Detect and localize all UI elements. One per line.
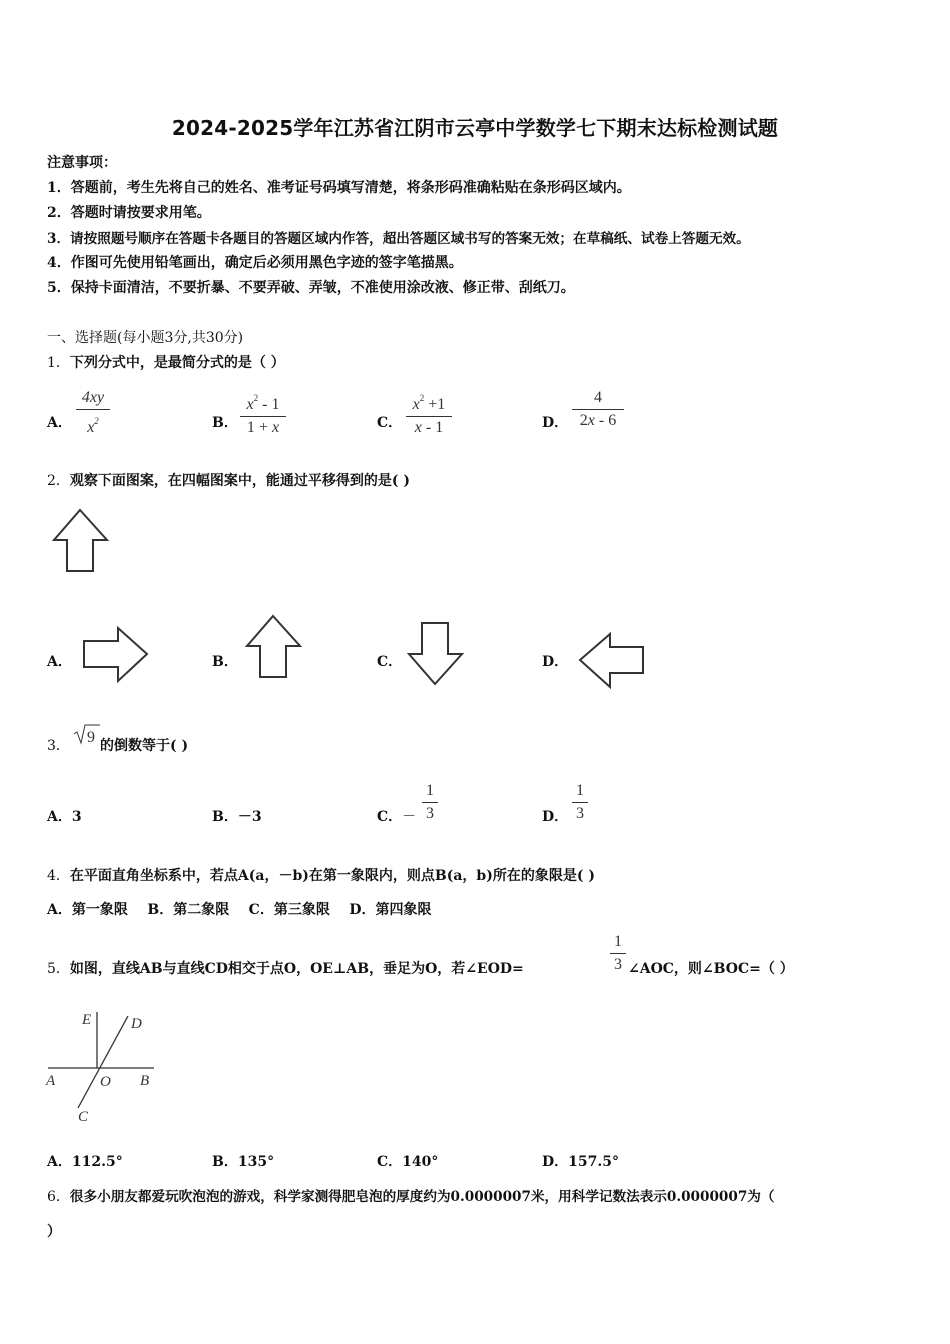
option-b [212, 806, 262, 826]
note-item: 2．答题时请按要求用笔。 [47, 205, 211, 221]
option-label: A． [47, 1154, 72, 1170]
question-2 [47, 470, 410, 490]
question-text: 如图，直线AB与直线CD相交于点O，OE⊥AB，垂足为O，若∠EOD= [69, 961, 524, 977]
option-c-fraction: 1 3 [422, 781, 438, 824]
option-label: D． [542, 1154, 569, 1170]
option-d [542, 1151, 619, 1171]
option-b-fraction: $x^2 - 1$ 1 + x [240, 388, 286, 438]
option-label: B． [212, 1154, 238, 1170]
question-text: 很多小朋友都爱玩吹泡泡的游戏，科学家测得肥皂泡的厚度约为0.0000007米，用科学记数法表示0.0000007为（ [69, 1189, 775, 1205]
question-number: 2． [47, 473, 70, 489]
question-1 [47, 352, 285, 372]
question-5 [47, 958, 524, 978]
label-b: B [140, 1073, 150, 1089]
question-4-options: A．第一象限 B．第二象限 C．第三象限 D．第四象限 [47, 902, 432, 918]
option-d [542, 806, 568, 826]
page-title: 2024-2025学年江苏省江阴市云亭中学数学七下期末达标检测试题 [171, 116, 779, 140]
option-value: 135° [237, 1154, 275, 1170]
option-label: A． [47, 809, 72, 825]
question-number: 1． [47, 355, 70, 371]
arrow-up-icon [52, 508, 110, 574]
note-item: 5．保持卡面清洁，不要折暴、不要弄破、弄皱，不准使用涂改液、修正带、刮纸刀。 [47, 280, 575, 296]
option-value: 112.5° [71, 1154, 123, 1170]
note-item: 1．答题前，考生先将自己的姓名、准考证号码填写清楚，将条形码准确粘贴在条形码区域内。 [47, 180, 631, 196]
option-label: D． [542, 809, 569, 825]
label-o: O [100, 1074, 111, 1090]
option-value: 157.5° [568, 1154, 619, 1170]
option-a-label: A． [47, 415, 72, 431]
arrow-left-icon [578, 632, 646, 690]
notes-heading: 注意事项： [47, 155, 117, 171]
question-text: 下列分式中，是最简分式的是（ ） [69, 355, 285, 371]
option-a [47, 1151, 123, 1171]
option-a-fraction: 4xy $x^2$ [76, 388, 110, 438]
option-label: B． [212, 809, 238, 825]
note-item: 3．请按照题号顺序在答题卡各题目的答题区域内作答，超出答题区域书写的答案无效；在草稿纸、试卷上答题无效。 [47, 231, 750, 247]
label-e: E [82, 1012, 92, 1028]
option-c [377, 1151, 438, 1171]
option-a-label: A． [47, 654, 72, 670]
option-b-label: B． [212, 654, 238, 670]
radicand: 9 [87, 729, 95, 746]
option-b-label: B． [212, 415, 238, 431]
angle-fraction: 1 3 [610, 932, 626, 975]
option-d-label: D． [542, 654, 569, 670]
arrow-up-icon [245, 614, 303, 680]
option-d-fraction: 1 3 [572, 781, 588, 824]
option-label: C． [377, 809, 403, 825]
question-text: ∠AOC，则∠BOC=（ ） [628, 961, 794, 977]
label-c: C [78, 1109, 89, 1125]
option-d-label: D． [542, 415, 569, 431]
option-d-fraction: 4 2x - 6 [572, 388, 624, 431]
note-item: 4．作图可先使用铅笔画出，确定后必须用黑色字迹的签字笔描黑。 [47, 255, 463, 271]
question-6 [47, 1185, 774, 1206]
option-value: 3 [71, 809, 82, 825]
question-number: 6． [47, 1189, 70, 1205]
option-sign: － [402, 809, 417, 825]
question-number: 5． [47, 961, 70, 977]
sqrt-sign-icon [72, 722, 102, 748]
arrow-down-icon [407, 621, 465, 687]
label-d: D [131, 1016, 142, 1032]
label-a: A [46, 1073, 56, 1089]
section-heading: 一、选择题(每小题3分,共30分) [47, 330, 244, 346]
option-c-fraction: $x^2 +1$ x - 1 [406, 388, 452, 438]
question-text: 观察下面图案，在四幅图案中，能通过平移得到的是( ) [69, 473, 411, 489]
option-c-label: C． [377, 654, 403, 670]
question-number: 3． [47, 738, 70, 754]
question-text-cont: ） [47, 1224, 61, 1240]
option-value: 140° [402, 1154, 439, 1170]
option-c-label: C． [377, 415, 403, 431]
option-b [212, 1151, 274, 1171]
question-text: 在平面直角坐标系中，若点A(a，－b)在第一象限内，则点B(a，b)所在的象限是( ) [69, 868, 595, 884]
option-c [377, 806, 416, 826]
question-number: 4． [47, 868, 70, 884]
arrow-right-icon [82, 626, 150, 684]
question-4 [47, 865, 595, 885]
lines-figure [44, 1008, 159, 1126]
option-label: C． [377, 1154, 403, 1170]
option-value: －3 [237, 809, 262, 825]
question-text: 的倒数等于( ) [100, 738, 189, 754]
option-a [47, 806, 82, 826]
